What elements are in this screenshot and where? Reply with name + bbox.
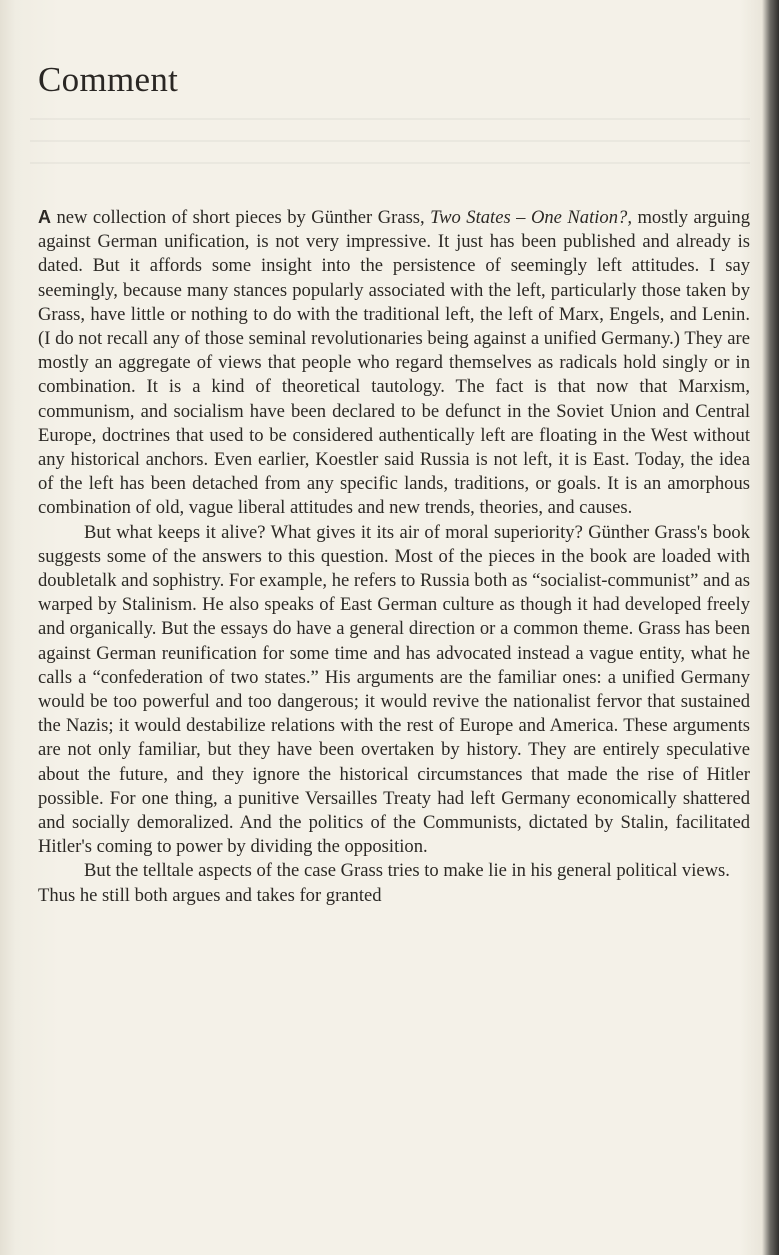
paragraph-3: But the telltale aspects of the case Grass tries to make lie in his general political views. Thus he still both argues and takes for granted bbox=[38, 860, 730, 906]
drop-cap: A bbox=[38, 207, 51, 227]
book-title: Two States – One Nation?, bbox=[430, 207, 632, 228]
paragraph-1 bbox=[38, 205, 750, 521]
paragraph-2: But what keeps it alive? What gives it its air of moral superiority? Günther Grass's book suggests some of the answers to this question. Most of the pieces in the book are loaded with doubletalk and sophistry. For example, he refers to Russia both as “socialist-communist” and as warped by Stalinism. He also speaks of East German culture as though it had developed freely and organically. But the essays do have a general direction or a common theme. Grass has been against German reunification for some time and has advocated instead a vague entity, what he calls a “confederation of two states.” His arguments are the familiar ones: a unified Germany would be too powerful and too dangerous; it would revive the nationalist fervor that sustained the Nazis; it would destabilize relations with the rest of Europe and America. These arguments are not only familiar, but they have been overtaken by history. They are entirely speculative about the future, and they ignore the historical circumstances that made the rise of Hitler possible. For one thing, a punitive Versailles Treaty had left Germany economically shattered and socially demoralized. And the politics of the Communists, dictated by Stalin, facilitated Hitler's coming to power by dividing the opposition. bbox=[38, 521, 750, 858]
bleed-through-text bbox=[30, 118, 750, 178]
page-title: Comment bbox=[38, 60, 179, 99]
article-body bbox=[38, 205, 750, 908]
paragraph-1-lead: new collection of short pieces by Günther Grass, bbox=[51, 207, 431, 228]
paragraph-1-rest: mostly arguing against German unification, is not very impressive. It just has been published and already is dated. But it affords some insight into the persistence of seemingly left attitudes. I say seemingly, because many stances popularly associated with the left, particularly those taken by Grass, have little or nothing to do with the traditional left, the left of Marx, Engels, and Lenin. (I do not recall any of those seminal revolutionaries being against a unified Germany.) They are mostly an aggregate of views that people who regard themselves as radicals hold singly or in combination. It is a kind of theoretical tautology. The fact is that now that Marxism, communism, and socialism have been declared to be defunct in the Soviet Union and Central Europe, doctrines that used to be considered authentically left are floating in the West without any historical anchors. Even earlier, Koestler said Russia is not left, it is East. Today, the idea of the left has been detached from any specific lands, traditions, or goals. It is an amorphous combination of old, vague liberal attitudes and new trends, theories, and causes. bbox=[38, 207, 750, 519]
